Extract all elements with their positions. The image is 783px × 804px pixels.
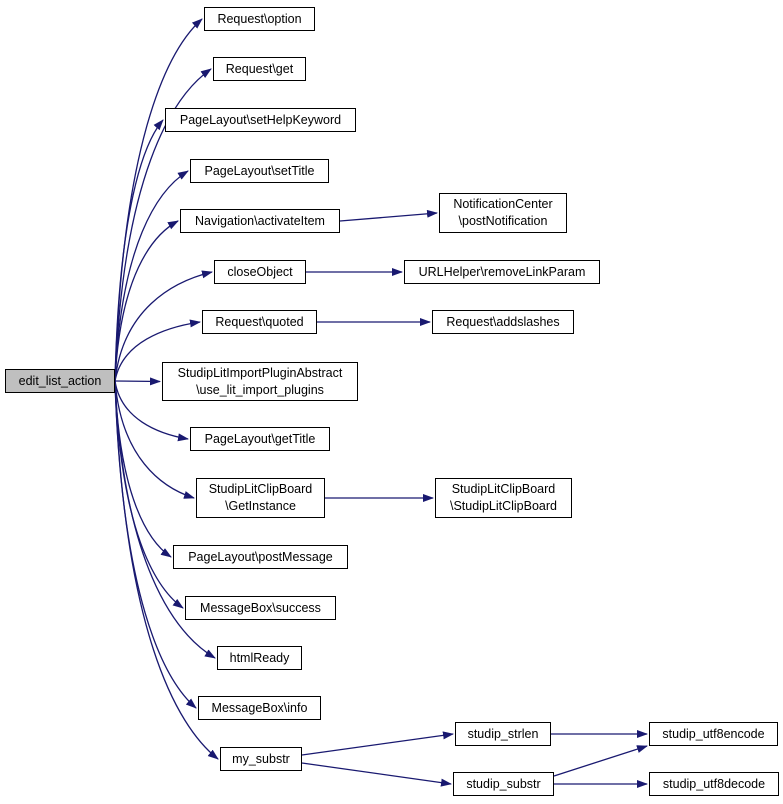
node-label: edit_list_action xyxy=(18,373,102,388)
node-label: \GetInstance xyxy=(225,499,296,513)
edge-my_substr-to-studip_strlen xyxy=(302,734,453,755)
node-use_lit_import_plugins[interactable] xyxy=(162,362,358,401)
edge-edit_list_action-to-pagelayout_sethelpkeyword xyxy=(115,120,163,381)
node-label: htmlReady xyxy=(229,650,290,665)
node-messagebox_success[interactable] xyxy=(185,596,336,620)
node-messagebox_info[interactable] xyxy=(198,696,321,720)
node-label: NotificationCenter xyxy=(453,197,553,212)
node-studip_utf8decode[interactable] xyxy=(649,772,779,796)
node-pagelayout_sethelpkeyword[interactable] xyxy=(165,108,356,132)
node-label: PageLayout\setTitle xyxy=(204,163,315,178)
edge-navigation_activateitem-to-notificationcenter_postnotification xyxy=(340,213,437,221)
node-studip_utf8encode[interactable] xyxy=(649,722,778,746)
node-label: StudipLitImportPluginAbstract xyxy=(177,365,343,380)
node-label: MessageBox\info xyxy=(211,700,308,715)
node-label: \postNotification xyxy=(458,214,548,228)
edge-my_substr-to-studip_substr xyxy=(302,763,451,784)
edge-edit_list_action-to-request_option xyxy=(115,19,202,381)
node-label: \StudipLitClipBoard xyxy=(449,499,557,513)
node-request_quoted[interactable] xyxy=(202,310,317,334)
node-my_substr[interactable] xyxy=(220,747,302,771)
node-request_addslashes[interactable] xyxy=(432,310,574,334)
node-label: PageLayout\getTitle xyxy=(204,431,316,446)
edge-edit_list_action-to-pagelayout_settitle xyxy=(115,171,188,381)
node-label: \use_lit_import_plugins xyxy=(196,382,324,397)
node-studip_substr[interactable] xyxy=(453,772,554,796)
node-htmlready[interactable] xyxy=(217,646,302,670)
node-navigation_activateitem[interactable] xyxy=(180,209,340,233)
node-label: studip_utf8encode xyxy=(662,726,765,741)
edge-studip_substr-to-studip_utf8encode xyxy=(554,746,647,776)
node-studiplitclipboard_ctor[interactable] xyxy=(435,478,572,518)
node-label: PageLayout\postMessage xyxy=(188,549,333,564)
node-closeobject[interactable] xyxy=(214,260,306,284)
node-label: URLHelper\removeLinkParam xyxy=(418,264,586,279)
node-label: closeObject xyxy=(227,264,293,279)
node-label: studip_substr xyxy=(466,776,541,791)
node-request_option[interactable] xyxy=(204,7,315,31)
edge-edit_list_action-to-pagelayout_postmessage xyxy=(115,381,171,557)
node-pagelayout_gettitle[interactable] xyxy=(190,427,330,451)
edge-edit_list_action-to-use_lit_import_plugins xyxy=(115,381,160,382)
edge-edit_list_action-to-navigation_activateitem xyxy=(115,221,178,381)
node-label: Request\get xyxy=(225,61,294,76)
node-pagelayout_postmessage[interactable] xyxy=(173,545,348,569)
edge-edit_list_action-to-messagebox_success xyxy=(115,381,183,608)
node-pagelayout_settitle[interactable] xyxy=(190,159,329,183)
node-studip_strlen[interactable] xyxy=(455,722,551,746)
node-urlhelper_removelinkparam[interactable] xyxy=(404,260,600,284)
node-label: Request\option xyxy=(217,11,302,26)
node-request_get[interactable] xyxy=(213,57,306,81)
node-edit_list_action xyxy=(5,369,115,393)
node-label: Navigation\activateItem xyxy=(195,213,325,228)
node-label: MessageBox\success xyxy=(200,600,321,615)
node-label: studip_strlen xyxy=(467,726,539,741)
node-label: studip_utf8decode xyxy=(662,776,766,791)
node-label: PageLayout\setHelpKeyword xyxy=(179,112,342,127)
node-label: StudipLitClipBoard xyxy=(451,482,556,497)
node-clipboard_getinstance[interactable] xyxy=(196,478,325,518)
node-notificationcenter_postnotification[interactable] xyxy=(439,193,567,233)
node-label: StudipLitClipBoard xyxy=(208,482,313,497)
node-label: Request\quoted xyxy=(215,314,304,329)
node-label: Request\addslashes xyxy=(446,314,560,329)
edges-group xyxy=(115,19,647,784)
node-label: my_substr xyxy=(232,751,290,766)
